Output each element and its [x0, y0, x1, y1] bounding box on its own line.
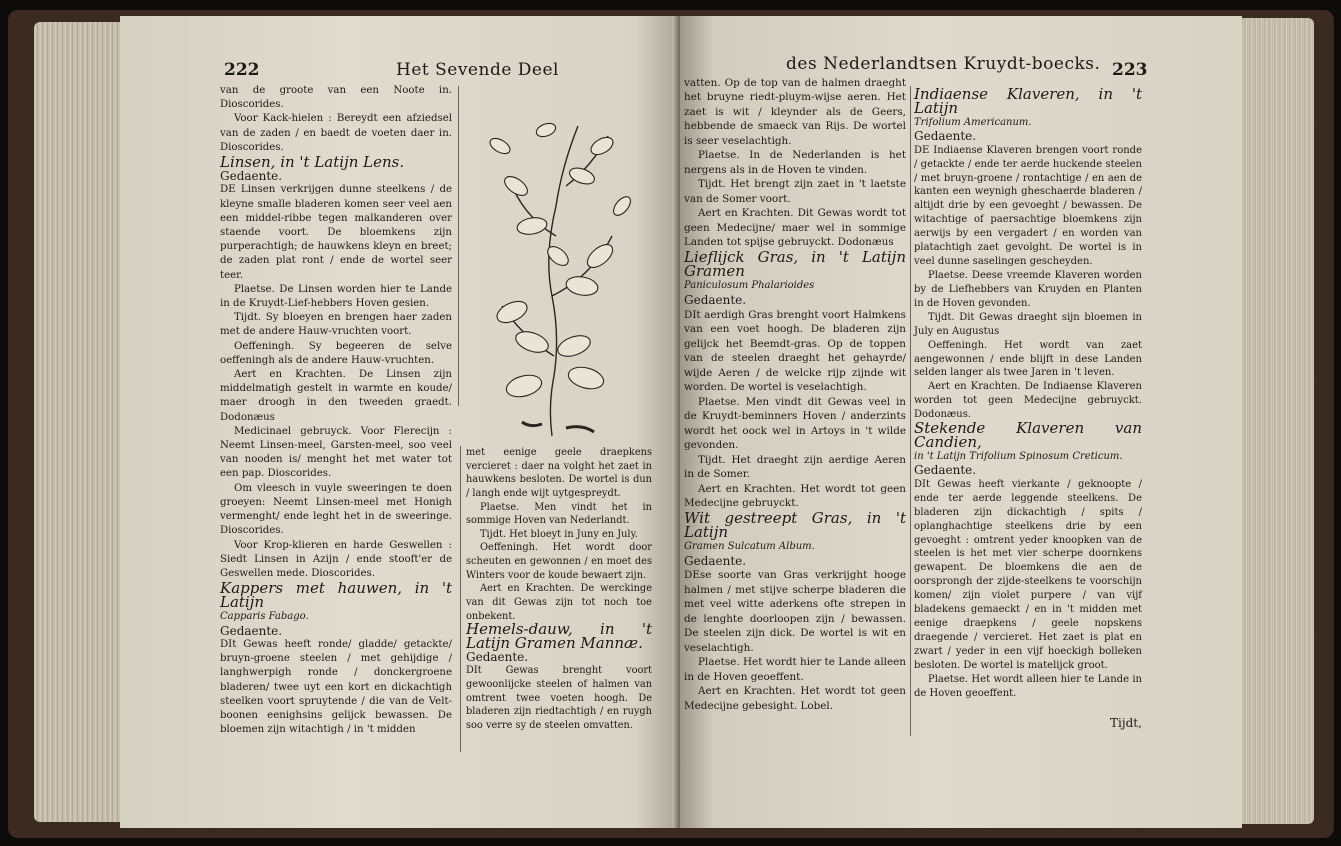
paragraph: Oeffeningh. Het wordt van zaet aengewonnen / ende blijft in dese Landen selden langer als twee Jaren in 't leven. [914, 339, 1142, 379]
paragraph: Plaetse. Men vindt dit Gewas veel in de Kruydt-beminners Hoven / anderzints wordt het oock wel in Artoys in 't wilde gevonden. [684, 395, 906, 452]
subheading-gedaente: Gedaente. [220, 169, 283, 184]
paragraph: Aert en Krachten. Dit Gewas wordt tot geen Medecijne/ maer wel in sommige Landen tot spijse gebruyckt. Dodonæus [684, 207, 906, 249]
running-head: des Nederlandtsen Kruydt-boecks. [786, 54, 1101, 74]
plant-woodcut-illustration [482, 106, 638, 442]
right-column-1 [684, 76, 906, 713]
right-page [680, 16, 1242, 828]
page-number: 222 [224, 60, 260, 80]
paragraph: Plaetse. Deese vreemde Klaveren worden by de Liefhebbers van Kruyden en Planten in de Hoven gevonden. [914, 269, 1142, 309]
column-rule [460, 446, 461, 752]
paragraph: DIt Gewas heeft ronde/ gladde/ getackte/ bruyn-groene steelen / met gehijdige / langhwerpigh ronde / donckergroene bladeren/ twee uyt een kort en dickachtigh steelken voort spruytende / die van de Velt-boonen eenighsins gelijck bewassen. De bloemen zijn witachtigh / in 't midden [220, 638, 452, 736]
paragraph: Plaetse. In de Nederlanden is het nergens als in de Hoven te vinden. [684, 149, 906, 176]
paragraph: Plaetse. Het wordt hier te Lande alleen in de Hoven geoeffent. [684, 656, 906, 683]
left-column-1 [220, 84, 452, 737]
paragraph: Aert en Krachten. Het wordt tot geen Medecijne gebruyckt. [684, 482, 906, 510]
page-edges-left [34, 22, 126, 822]
section-heading: Stekende Klaveren van Candien, [914, 419, 1142, 452]
paragraph: Plaetse. De Linsen worden hier te Lande in de Kruydt-Lief-hebbers Hoven gesien. [220, 283, 452, 310]
latin-name: Trifolium Americanum. [914, 116, 1032, 128]
latin-name: Gramen Sulcatum Album. [684, 540, 815, 552]
section-heading: Indiaense Klaveren, in 't Latijn [914, 85, 1142, 117]
paragraph: Tijdt. Dit Gewas draeght sijn bloemen in July en Augustus [914, 311, 1142, 337]
catchword: Tijdt, [1110, 716, 1142, 730]
paragraph: Aert en Krachten. Het wordt tot geen Medecijne gebesight. Lobel. [684, 685, 906, 712]
subheading-gedaente: Gedaente. [684, 293, 747, 308]
paragraph: Aert en Krachten. De werckinge van dit Gewas zijn tot noch toe onbekent. [466, 583, 652, 622]
paragraph: DIt Gewas heeft vierkante / geknoopte / ende ter aerde leggende steelkens. De bladeren zijn dickachtigh / spits / oplanghachtige steelkens drie by een gevoeght : omtrent yeder knoopken van de steelen is het met vier scherpe doornkens gewapent. De bloemkens die aen de oorsprongh der zijde-steelkens te voorschijn komen/ zijn violet purpere / van vijf bladekens gemaeckt / en in 't midden met eenige draepkens / geele nopskens draegende / vercieret. Het zaet is plat en zwart / yeder in een vijf hoeckigh bolleken besloten. De wortel is matelijck groot. [914, 478, 1142, 671]
section-heading: Hemels-dauw, in 't Latijn Gramen Mannæ. [466, 620, 652, 652]
paragraph: Aert en Krachten. De Indiaense Klaveren worden tot geen Medecijne gebruyckt. Dodonæus. [914, 381, 1142, 421]
paragraph: Tijdt. Sy bloeyen en brengen haer zaden met de andere Hauw-vruchten voort. [220, 312, 452, 338]
paragraph: DIt aerdigh Gras brenght voort Halmkens van een voet hoogh. De bladeren zijn gelijck het Beemdt-gras. Op de toppen van de steelen draeght het gehayrde/ wijde Aeren / de welcke rijp zijnde wit worden. De wortel is veselachtigh. [684, 308, 906, 394]
subheading-gedaente: Gedaente. [914, 462, 977, 477]
subheading-gedaente: Gedaente. [466, 649, 529, 664]
paragraph: vatten. Op de top van de halmen draeght het bruyne riedt-pluym-wijse aeren. Het zaet is wit / kleynder als de Geers, hebbende de smaeck van Rijs. De wortel is seer veselachtigh. [684, 77, 906, 147]
section-heading: Lieflijck Gras, in 't Latijn Gramen [684, 247, 906, 281]
paragraph: Medicinael gebruyck. Voor Flerecijn : Neemt Linsen-meel, Garsten-meel, soo veel van nooden is/ menght het met water tot een pap. Dioscorides. [220, 425, 452, 480]
section-heading: Kappers met hauwen, in 't Latijn [220, 579, 452, 612]
paragraph: DIt Gewas brenght voort gewoonlijcke steelen of halmen van omtrent twee voeten hoogh. De bladeren zijn riedtachtigh / en ruygh soo verre sy de steelen omvatten. [466, 665, 652, 731]
paragraph: Om vleesch in vuyle sweeringen te doen groeyen: Neemt Linsen-meel met Honigh vermenght/ ende leght het in de sweeringe. Dioscorides. [220, 482, 452, 537]
paragraph: Tijdt. Het draeght zijn aerdige Aeren in de Somer. [684, 453, 906, 481]
subheading-gedaente: Gedaente. [684, 553, 747, 568]
page-edges-right [1238, 18, 1314, 824]
paragraph: Tijdt. Het brengt zijn zaet in 't laetste van de Somer voort. [684, 178, 906, 205]
paragraph: Oeffeningh. Sy begeeren de selve oeffeningh als de andere Hauw-vruchten. [220, 340, 452, 366]
subheading-gedaente: Gedaente. [220, 623, 283, 638]
latin-name: in 't Latijn Trifolium Spinosum Creticum. [914, 450, 1123, 462]
paragraph: DEse soorte van Gras verkrijght hooge halmen / met stijve scherpe bladeren die met veel witte aderkens ofte strepen in de lenghte doorloopen zijn / bewassen. De steelen zijn dick. De wortel is wit en veselachtigh. [684, 569, 906, 654]
running-head: Het Sevende Deel [396, 60, 559, 80]
section-heading: Wit gestreept Gras, in 't Latijn [684, 508, 906, 542]
paragraph: Plaetse. Men vindt het in sommige Hoven van Nederlandt. [466, 501, 652, 527]
paragraph: Plaetse. Het wordt alleen hier te Lande in de Hoven geoeffent. [914, 673, 1142, 699]
column-rule [458, 86, 459, 406]
paragraph: met eenige geele draepkens vercieret : daer na volght het zaet in hauwkens besloten. De wortel is dun / langh ende wijt uytgespreydt. [466, 447, 652, 499]
paragraph: Aert en Krachten. De Linsen zijn middelmatigh gestelt in warmte en koude/ maer droogh in den tweeden graedt. Dodonæus [220, 369, 452, 423]
paragraph: DE Linsen verkrijgen dunne steelkens / de kleyne smalle bladeren komen seer veel aen een middel-ribbe tegen malkanderen over staende voort. De bloemkens zijn purperachtigh; de hauwkens kleyn en breet; de zaden plat ront / ende de wortel seer teer. [220, 184, 452, 281]
paragraph: DE Indiaense Klaveren brengen voort ronde / getackte / ende ter aerde huckende steelen / met bruyn-groene / rontachtige / en aen de kanten een weynigh gheschaerde bladeren / altijdt drie by een gevoeght / bewassen. De witachtige of paersachtige bloemkens zijn aerwijs by een vergadert / en worden van platachtigh zaet gevolght. De wortel is in veel dunne saselingen gescheyden. [914, 144, 1142, 268]
paragraph: Tijdt. Het bloeyt in Juny en July. [480, 528, 638, 540]
paragraph: Oeffeningh. Het wordt door scheuten en gewonnen / en moet des Winters voor de koude bewaert zijn. [466, 542, 652, 581]
right-column-2 [914, 85, 1142, 701]
latin-name: Paniculosum Phalarioides [684, 279, 815, 291]
paragraph: Voor Kack-hielen : Bereydt een afziedsel van de zaden / en baedt de voeten daer in. Dioscorides. [220, 113, 452, 153]
paragraph: van de groote van een Noote in. Dioscorides. [220, 85, 452, 111]
left-page [120, 16, 680, 828]
section-heading: Linsen, in 't Latijn Lens. [220, 153, 405, 172]
page-number: 223 [1112, 60, 1148, 80]
subheading-gedaente: Gedaente. [914, 128, 977, 143]
left-column-2 [466, 446, 652, 732]
latin-name: Capparis Fabago. [220, 610, 309, 622]
paragraph: Voor Krop-klieren en harde Geswellen : Siedt Linsen in Azijn / ende stooft'er de Geswellen mede. Dioscorides. [220, 539, 452, 579]
column-rule [910, 86, 911, 736]
